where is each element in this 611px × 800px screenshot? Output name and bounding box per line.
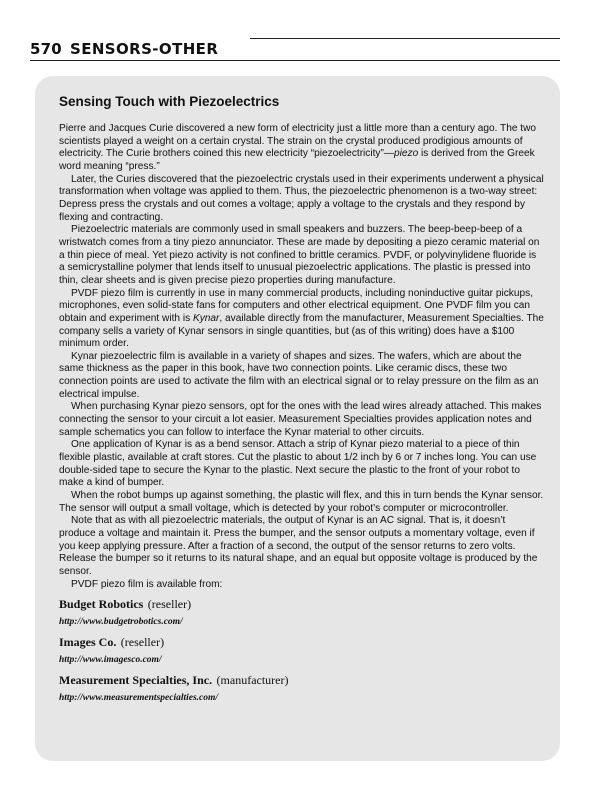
paragraph [59,579,544,592]
sidebar-title: Sensing Touch with Piezoelectrics [59,94,280,109]
paragraph-text: When the robot bumps up against something, the plastic will flex, and this in turn bends the Kynar sensor. The sensor will output a small voltage, which is detected by your robot’s computer or microcontroller. [59,490,544,514]
emphasis-text: piezo [394,148,419,160]
sidebar-content [59,94,544,709]
source-role: (reseller) [120,635,165,650]
paragraph-text: When purchasing Kynar piezo sensors, opt for the ones with the lead wires already attached. This makes connecting the sensor to your circuit a lot easier. Measurement Specialties provides application notes and sample schematics you can follow to interface the Kynar material to other circuits. [59,401,542,438]
source-entry [59,671,544,703]
paragraph-text: Kynar piezoelectric film is available in a variety of shapes and sizes. The wafers, which are about the same thickness as the paper in this book, have two connection points. Like ceramic discs, these two connection points are used to activate the film with an electrical signal or to relay pressure on the film as an electrical impulse. [59,350,539,400]
paragraph [59,224,544,287]
source-role: (manufacturer) [216,673,289,688]
header-rule-top [250,38,560,39]
paragraph [59,123,544,174]
paragraph [59,288,544,351]
source-entry [59,595,544,627]
paragraph-text: PVDF piezo film is available from: [71,578,223,590]
source-role: (reseller) [147,597,192,612]
paragraph [59,401,544,439]
page-header [30,40,560,62]
source-name: Budget Robotics [59,597,144,612]
paragraph-text: Note that as with all piezoelectric materials, the output of Kynar is an AC signal. That is, it doesn’t produce a voltage and maintain it. Press the bumper, and the sensor outputs a momentary voltage, even if you keep applying pressure. After a fraction of a second, the output of the sensor returns to zero volts. Release the bumper so it returns to its natural shape, and an equal but opposite voltage is produced by the sensor. [59,515,538,577]
paragraph [59,490,544,515]
source-url: http://www.budgetrobotics.com/ [59,617,183,628]
sidebar-box [35,76,560,761]
paragraph-text: , available directly from the manufacturer, Measurement Specialties. The company sells a variety of Kynar sensors in single quantities, but (as of this writing) does have a $100 minimum order. [59,312,544,350]
source-name: Measurement Specialties, Inc. [59,673,213,688]
paragraph [59,174,544,225]
emphasis-text: Kynar [192,312,220,324]
source-url: http://www.imagesco.com/ [59,655,162,666]
paragraph [59,439,544,490]
paragraph [59,515,544,578]
source-url: http://www.measurementspecialties.com/ [59,693,219,704]
paragraph-text: Piezoelectric materials are commonly used in small speakers and buzzers. The beep-beep-beep of a wristwatch comes from a tiny piezo annunciator. These are made by depositing a piezo ceramic material on a thin piece of meal. Yet piezo activity is not confined to brittle ceramics. PVDF, or polyvinylidene fluoride is a semicrystalline polymer that lends itself to unusual piezoelectric applications. The plastic is pressed into thin, clear sheets and is given precise piezo properties during manufacture. [59,224,540,286]
paragraph-text: Pierre and Jacques Curie discovered a new form of electricity just a little more than a century ago. The two scientists played a weight on a certain crystal. The strain on the crystal produced prodigious amounts of electricity. The Curie brothers coined this new electricity “piezoelectricity”— [59,123,537,160]
source-entry [59,633,544,665]
header-rule [30,60,560,61]
source-name: Images Co. [59,635,117,650]
paragraph-text: Later, the Curies discovered that the piezoelectric crystals used in their experiments underwent a physical transformation when voltage was applied to them. Thus, the piezoelectric phenomenon is a two-way street: Depress press the crystals and out comes a voltage; apply a voltage to the crystals and they respond by flexing and contracting. [59,173,544,223]
paragraph [59,351,544,402]
paragraph-text: PVDF piezo film is currently in use in many commercial products, including noninductive guitar pickups, microphones, even solid-state fans for computers and other electrical equipment. One PVDF film you can obtain and experiment with is [59,287,534,324]
paragraph-text: One application of Kynar is as a bend sensor. Attach a strip of Kynar piezo material to a piece of thin flexible plastic, available at craft stores. Cut the plastic to about 1/2 inch by 6 or 7 inches long. You can use double-sided tape to secure the Kynar to the plastic. Next secure the plastic to the front of your robot to make a kind of bumper. [59,439,537,489]
page-number: 570 [30,40,62,58]
sidebar-body [59,123,544,591]
chapter-title: SENSORS-OTHER [70,40,219,58]
sources-list [59,595,544,703]
paragraph-text: is derived from the Greek word meaning “press.” [59,148,535,172]
